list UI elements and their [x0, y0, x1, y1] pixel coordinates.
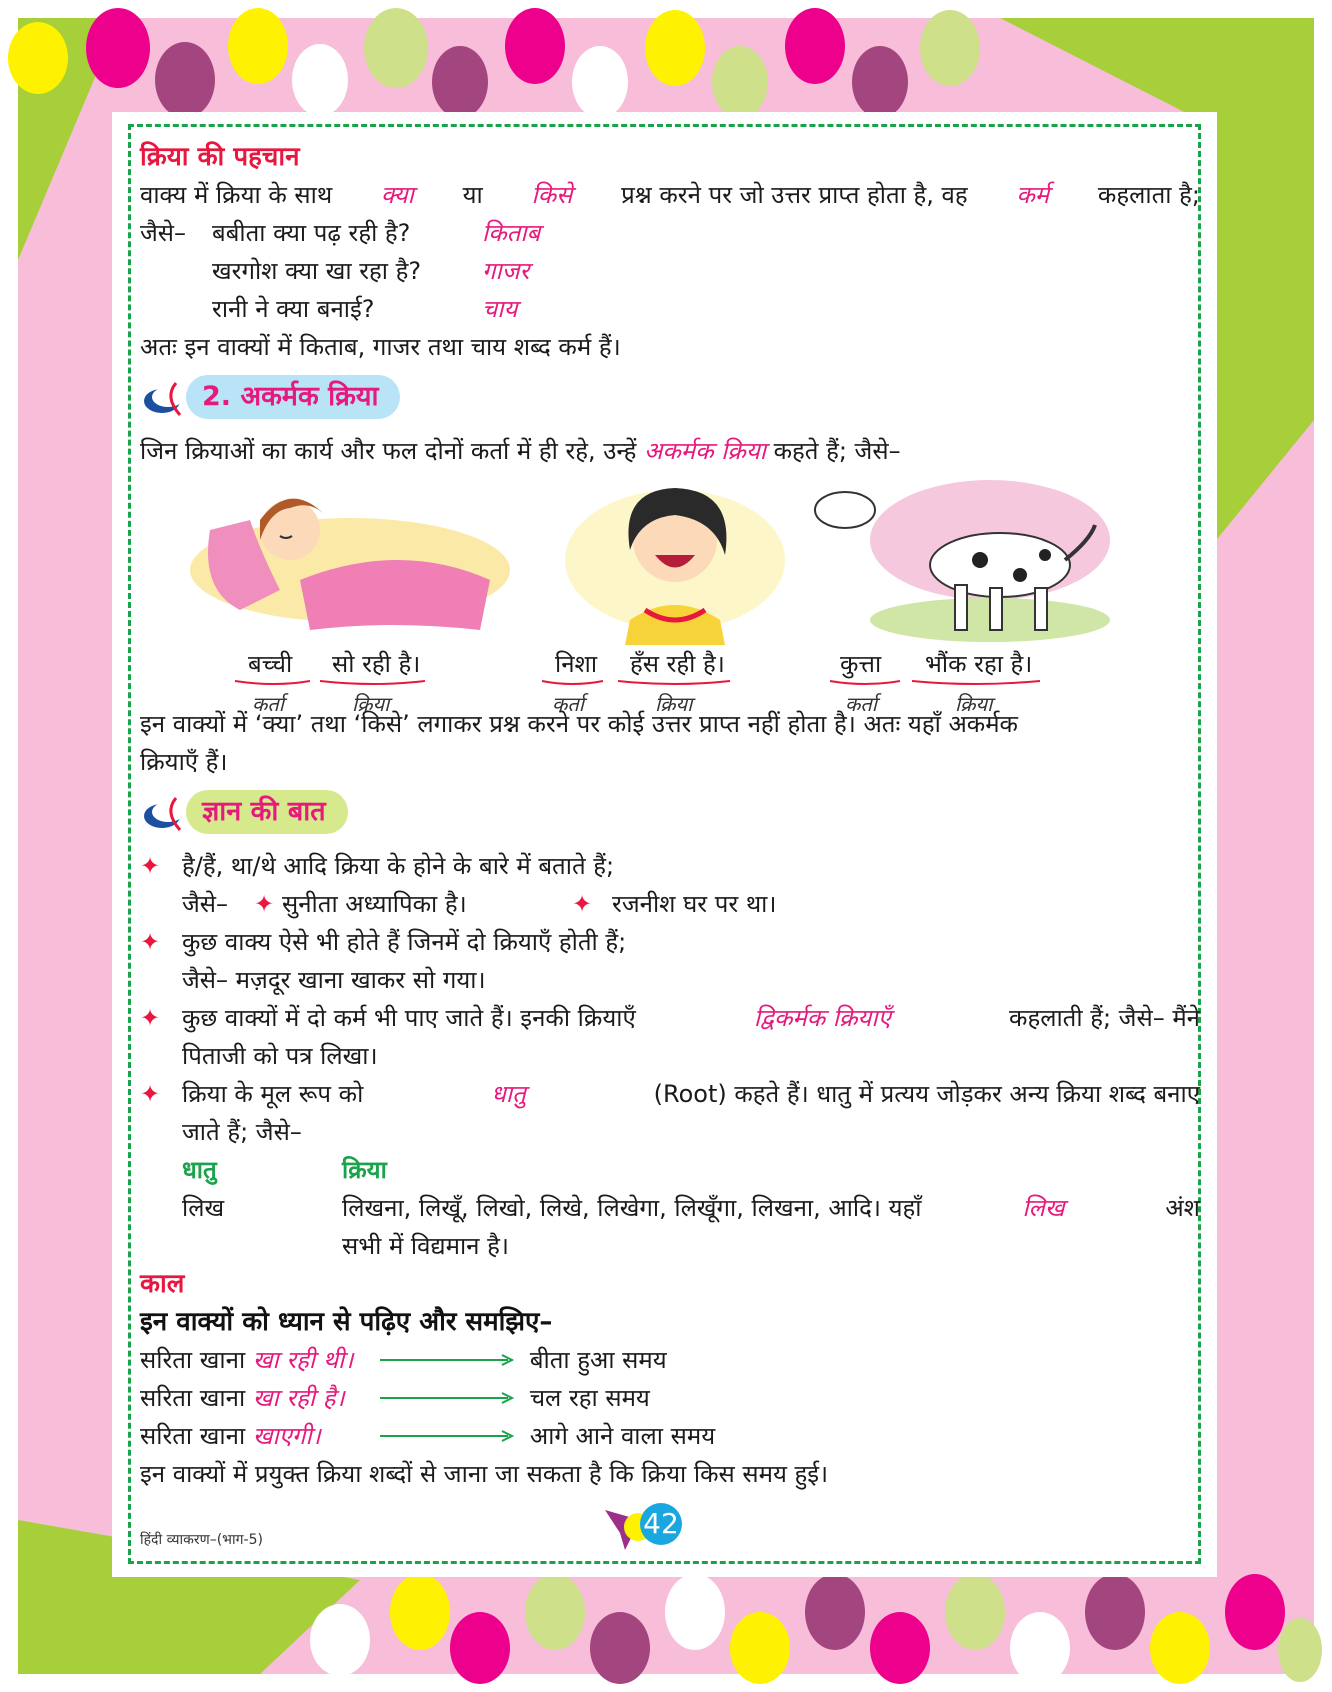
star-bullet-icon: ✦ — [140, 928, 161, 956]
section-heading-knowledge: ज्ञान की बात — [140, 787, 1200, 837]
star-bullet-icon: ✦ — [572, 890, 593, 918]
swoosh-icon — [140, 375, 194, 419]
illustration-group — [140, 470, 1200, 645]
star-bullet-icon: ✦ — [140, 852, 161, 880]
tense-row: सरिता खाना खा रही है। चल रहा समय — [140, 1384, 650, 1412]
bullet-item: ✦ क्रिया के मूल रूप को धातु (Root) कहते हैं। धातु में प्रत्यय जोड़कर अन्य क्रिया शब्द बनाए — [140, 1075, 1200, 1113]
arrow-icon — [378, 1391, 518, 1405]
laughing-girl-illustration — [565, 488, 785, 645]
example-row: खरगोश क्या खा रहा है? गाजर — [212, 257, 530, 285]
bullet-example: जैसे– ✦ सुनीता अध्यापिका है। ✦ रजनीश घर पर था। — [140, 885, 1200, 923]
swoosh-icon — [140, 790, 194, 834]
star-bullet-icon: ✦ — [140, 1004, 161, 1032]
barking-dog-illustration — [815, 480, 1110, 642]
arrow-icon — [378, 1429, 518, 1443]
tense-row: सरिता खाना खा रही थी। बीता हुआ समय — [140, 1346, 667, 1374]
tense-row: सरिता खाना खाएगी। आगे आने वाला समय — [140, 1422, 716, 1450]
page-content: क्रिया की पहचान वाक्य में क्रिया के साथ क्या या किसे प्रश्न करने पर जो उत्तर प्राप्त होता है, वह कर्म कहलाता है; जैसे– बबीता क्या पढ़ रही है? किताब खरगोश क्या खा रहा है? गाजर रानी ने क्या बनाई? चाय अतः इन वाक्यों में किताब, गाजर तथा चाय शब्द कर्म हैं। 2. अकर्मक क्रिया जिन क्रियाओं का कार्य और फल दोनों कर्ता में ही रहे, उन्हें अकर्मक क्रिया कहते हैं; जैसे– बच्ची सो रही है। निशा हँस रही है। कुत्ता भौंक रहा है। कर्ता क्रिया कर्ता क्रिया कर्ता क्रिया इन वाक्यों में ‘क्या’ तथा ‘किसे’ लगाकर प्रश्न करने पर कोई उत्तर प्राप्त नहीं होता है। अतः यहाँ अकर्मक क्रियाएँ हैं। ज्ञान की बात ✦ है/हैं, था/थे आदि क्रिया के होने के बारे में बताते हैं; जैसे– ✦ सुनीता अध्यापिका है। ✦ रजनीश घर पर था। ✦ कुछ वाक्य ऐसे भी होते हैं जिनमें दो क्रियाएँ होती हैं; जैसे– मज़दूर खाना खाकर सो गया। ✦ कुछ वाक्यों में दो कर्म भी पाए जाते हैं। इनकी क्रियाएँ द्विकर्मक क्रियाएँ कहलाती हैं; जैसे– मैंने पिताजी को पत्र लिखा। ✦ क्रिया के मूल रूप को धातु (Root) कहते हैं। धातु में प्रत्यय जोड़कर अन्य क्रिया शब्द बनाए जाते हैं; जैसे– धातु क्रिया लिख लिखना, लिखूँ, लिखो, लिखे, लिखेगा, लिखूँगा, लिखना, आदि। यहाँ लिख अंश सभी में विद्यमान है। काल इन वाक्यों को ध्यान से पढ़िए और समझिए– सरिता खाना खा रही थी। बीता हुआ समय सरिता खाना खा रही है। चल रहा समय सरिता खाना खाएगी। आगे आने वाला समय इन वाक्यों में प्रयुक्त क्रिया शब्दों से जाना जा सकता है कि क्रिया किस समय हुई। — [140, 138, 1200, 1493]
intransitive-definition: जिन क्रियाओं का कार्य और फल दोनों कर्ता में ही रहे, उन्हें अकर्मक क्रिया कहते हैं; जैसे– — [140, 437, 901, 465]
section-heading-identification: क्रिया की पहचान — [140, 142, 300, 172]
intransitive-note: इन वाक्यों में ‘क्या’ तथा ‘किसे’ लगाकर प्रश्न करने पर कोई उत्तर प्राप्त नहीं होता है। अतः यहाँ अकर्मक — [140, 710, 1018, 738]
bullet-example: जैसे– मज़दूर खाना खाकर सो गया। — [182, 966, 486, 994]
bullet-item: ✦ है/हैं, था/थे आदि क्रिया के होने के बारे में बताते हैं; — [140, 847, 1200, 885]
star-bullet-icon: ✦ — [140, 1080, 161, 1108]
root-table-row: लिख लिखना, लिखूँ, लिखो, लिखे, लिखेगा, लिखूँगा, लिखना, आदि। यहाँ लिख अंश — [182, 1194, 1200, 1222]
section-heading-tense: काल — [140, 1269, 185, 1299]
intransitive-note: क्रियाएँ हैं। — [140, 748, 228, 776]
arrow-icon — [378, 1353, 518, 1367]
example-row: रानी ने क्या बनाई? चाय — [212, 295, 518, 323]
page-number: 42 — [640, 1503, 682, 1545]
book-title: हिंदी व्याकरण–(भाग-5) — [140, 1532, 263, 1548]
bullet-item: ✦ कुछ वाक्यों में दो कर्म भी पाए जाते हैं। इनकी क्रियाएँ द्विकर्मक क्रियाएँ कहलाती हैं; जैसे– मैंने — [140, 999, 1200, 1037]
star-bullet-icon: ✦ — [254, 890, 275, 918]
section-heading-intransitive: 2. अकर्मक क्रिया — [140, 372, 1200, 422]
example-row: जैसे– बबीता क्या पढ़ रही है? किताब — [140, 219, 541, 247]
intro-line: वाक्य में क्रिया के साथ क्या या किसे प्रश्न करने पर जो उत्तर प्राप्त होता है, वह कर्म कहलाता है; — [140, 181, 1200, 209]
tense-conclusion: इन वाक्यों में प्रयुक्त क्रिया शब्दों से जाना जा सकता है कि क्रिया किस समय हुई। — [140, 1460, 829, 1488]
caption-row: बच्ची सो रही है। निशा हँस रही है। कुत्ता भौंक रहा है। कर्ता क्रिया कर्ता क्रिया कर्ता क्रिया — [140, 645, 1200, 705]
illustrations — [140, 470, 1200, 645]
bullet-item: ✦ कुछ वाक्य ऐसे भी होते हैं जिनमें दो क्रियाएँ होती हैं; — [140, 923, 1200, 961]
conclusion-line: अतः इन वाक्यों में किताब, गाजर तथा चाय शब्द कर्म हैं। — [140, 333, 621, 361]
sleeping-girl-illustration — [190, 499, 510, 630]
tense-subheading: इन वाक्यों को ध्यान से पढ़िए और समझिए– — [140, 1307, 553, 1337]
root-table-header: धातु क्रिया — [182, 1156, 387, 1184]
